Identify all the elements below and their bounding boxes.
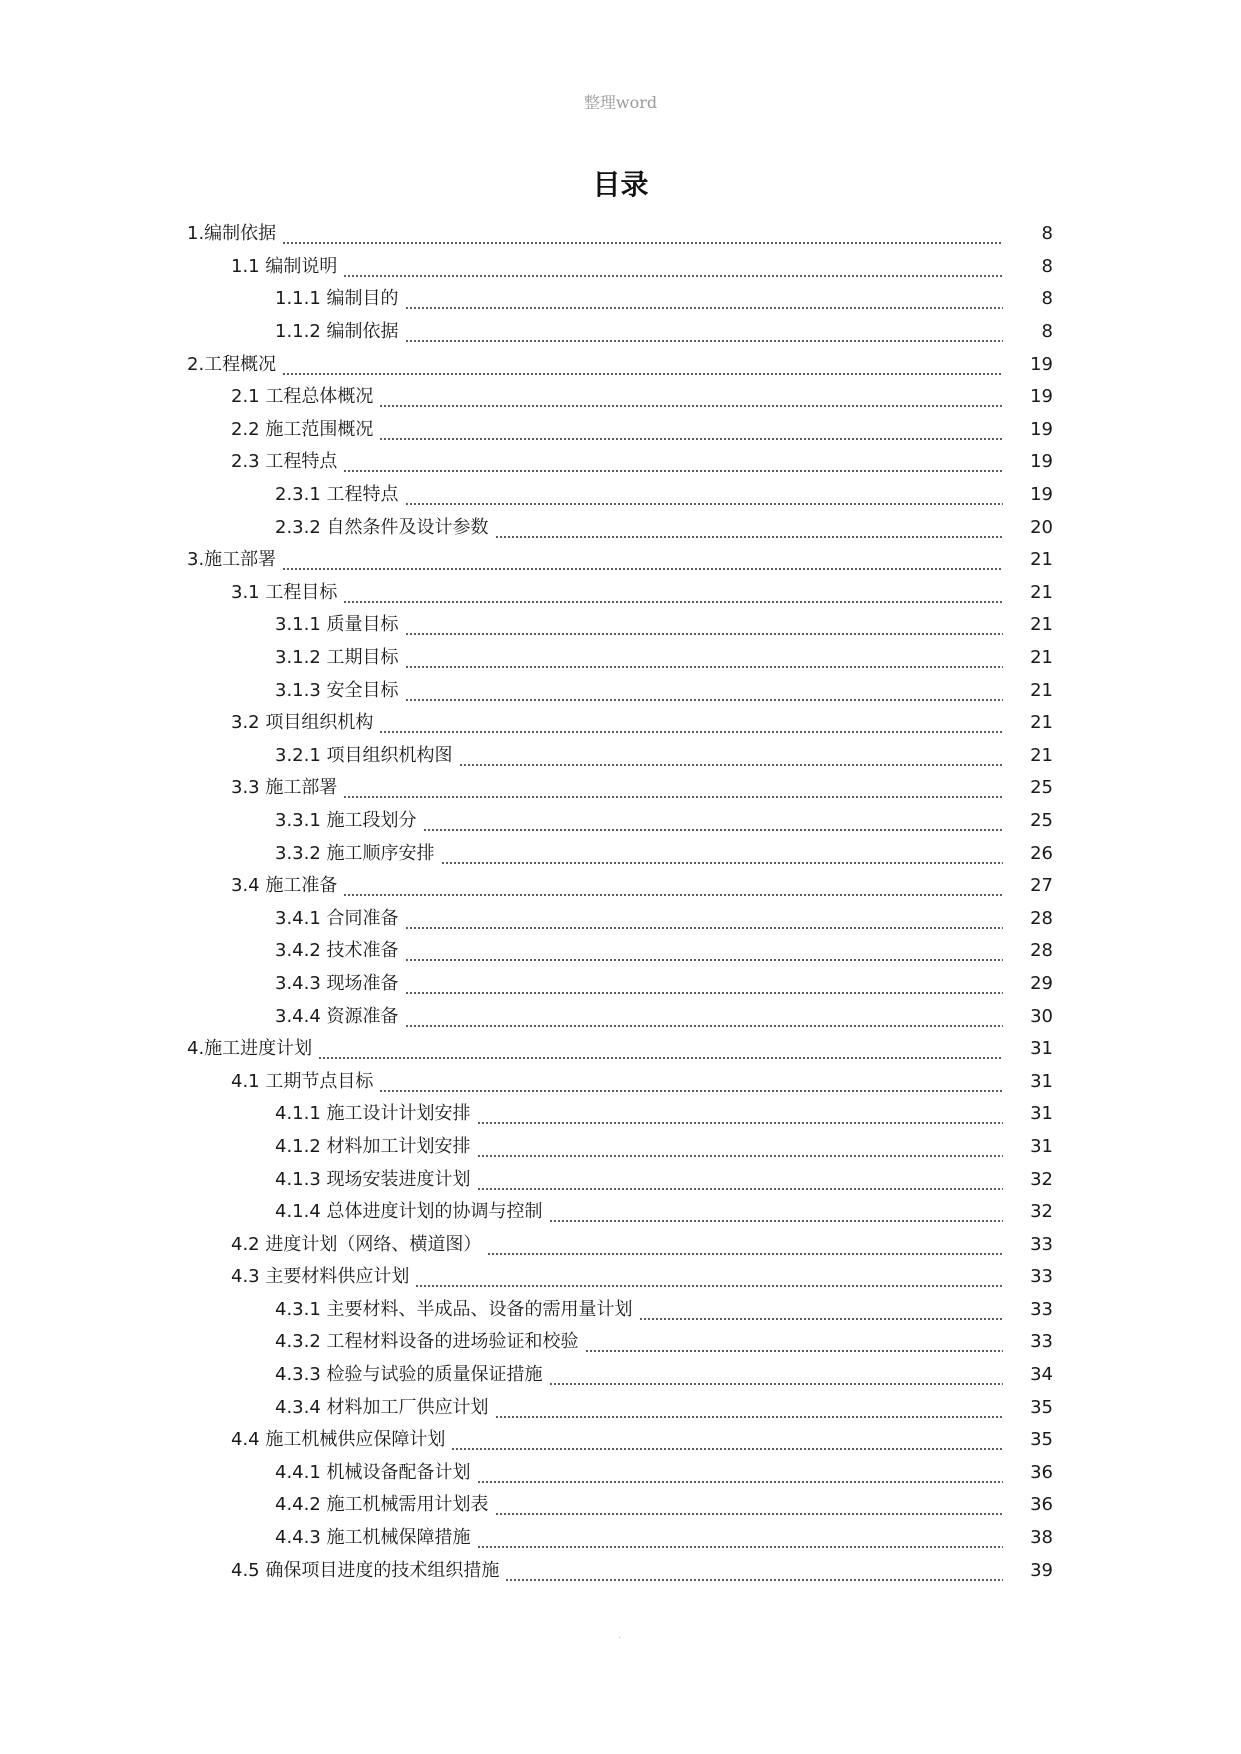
toc-dot-leader (495, 1494, 1003, 1516)
toc-entry-label[interactable]: 3.2 项目组织机构 (231, 712, 374, 734)
toc-dot-leader (477, 1103, 1003, 1125)
toc-entry-label[interactable]: 3.1.3 安全目标 (275, 679, 399, 701)
toc-page-number[interactable]: 31 (1030, 1103, 1053, 1125)
toc-entry-label[interactable]: 2.2 施工范围概况 (231, 418, 374, 440)
toc-dot-leader (487, 1234, 1003, 1256)
toc-entry[interactable] (0, 414, 1241, 447)
toc-dot-leader (282, 354, 1003, 376)
toc-dot-leader (459, 745, 1003, 767)
toc-page-number[interactable]: 19 (1030, 484, 1053, 506)
toc-entry[interactable] (0, 772, 1241, 805)
toc-page-number[interactable]: 29 (1030, 972, 1053, 994)
toc-entry[interactable] (0, 1261, 1241, 1294)
toc-page-number[interactable]: 8 (1041, 255, 1053, 277)
toc-dot-leader (318, 1038, 1003, 1060)
toc-entry[interactable] (0, 837, 1241, 870)
toc-dot-leader (405, 680, 1003, 702)
toc-entry[interactable] (0, 381, 1241, 414)
toc-entry-label[interactable]: 4.3.2 工程材料设备的进场验证和校验 (275, 1331, 579, 1353)
toc-entry[interactable] (0, 1000, 1241, 1033)
toc-page-number[interactable]: 8 (1041, 288, 1053, 310)
toc-dot-leader (405, 614, 1003, 636)
toc-entry[interactable] (0, 348, 1241, 381)
toc-page-number[interactable]: 32 (1030, 1168, 1053, 1190)
toc-entry-label[interactable]: 4.1.3 现场安装进度计划 (275, 1168, 471, 1190)
toc-entry-label[interactable]: 3.1 工程目标 (231, 581, 338, 603)
toc-entry[interactable] (0, 740, 1241, 773)
toc-page-number[interactable]: 33 (1030, 1266, 1053, 1288)
toc-entry[interactable] (0, 251, 1241, 284)
toc-entry[interactable] (0, 218, 1241, 251)
toc-dot-leader (343, 875, 1003, 897)
toc-entry-label[interactable]: 4.1.1 施工设计计划安排 (275, 1103, 471, 1125)
toc-page-number[interactable]: 33 (1030, 1298, 1053, 1320)
toc-entry[interactable] (0, 1554, 1241, 1587)
toc-dot-leader (343, 777, 1003, 799)
toc-page-number[interactable]: 21 (1030, 712, 1053, 734)
toc-entry-label[interactable]: 1.1.2 编制依据 (275, 321, 399, 343)
toc-entry[interactable] (0, 935, 1241, 968)
toc-page-number[interactable]: 32 (1030, 1201, 1053, 1223)
toc-dot-leader (282, 223, 1003, 245)
toc-page-number[interactable]: 25 (1030, 777, 1053, 799)
toc-dot-leader (477, 1169, 1003, 1191)
toc-dot-leader (405, 1006, 1003, 1028)
toc-dot-leader (415, 1266, 1003, 1288)
toc-page-number[interactable]: 28 (1030, 940, 1053, 962)
toc-entry-label[interactable]: 1.编制依据 (187, 223, 277, 245)
toc-page-number[interactable]: 21 (1030, 581, 1053, 603)
toc-entry[interactable] (0, 1098, 1241, 1131)
toc-page-number[interactable]: 21 (1030, 679, 1053, 701)
toc-entry[interactable] (0, 968, 1241, 1001)
toc-page-number[interactable]: 8 (1041, 321, 1053, 343)
toc-entry-label[interactable]: 4.3.3 检验与试验的质量保证措施 (275, 1364, 543, 1386)
toc-entry[interactable] (0, 446, 1241, 479)
toc-entry[interactable] (0, 577, 1241, 610)
toc-entry-label[interactable]: 4.施工进度计划 (187, 1038, 313, 1060)
toc-entry[interactable] (0, 316, 1241, 349)
toc-entry[interactable] (0, 805, 1241, 838)
toc-dot-leader (379, 1071, 1003, 1093)
toc-dot-leader (549, 1364, 1003, 1386)
toc-page-number[interactable]: 33 (1030, 1233, 1053, 1255)
toc-entry-label[interactable]: 3.3.2 施工顺序安排 (275, 842, 435, 864)
toc-entry-label[interactable]: 3.3 施工部署 (231, 777, 338, 799)
toc-dot-leader (477, 1527, 1003, 1549)
toc-entry[interactable] (0, 1163, 1241, 1196)
toc-entry[interactable] (0, 1033, 1241, 1066)
toc-entry-label[interactable]: 4.4 施工机械供应保障计划 (231, 1429, 446, 1451)
toc-entry-label[interactable]: 3.4.1 合同准备 (275, 907, 399, 929)
toc-page-number[interactable]: 25 (1030, 809, 1053, 831)
toc-entry-label[interactable]: 4.4.3 施工机械保障措施 (275, 1527, 471, 1549)
toc-entry[interactable] (0, 1457, 1241, 1490)
toc-page-number[interactable]: 31 (1030, 1038, 1053, 1060)
toc-dot-leader (343, 256, 1003, 278)
toc-page-number[interactable]: 19 (1030, 353, 1053, 375)
toc-entry[interactable] (0, 870, 1241, 903)
toc-dot-leader (282, 549, 1003, 571)
toc-entry-label[interactable]: 4.1.4 总体进度计划的协调与控制 (275, 1201, 543, 1223)
toc-page-number[interactable]: 31 (1030, 1070, 1053, 1092)
toc-entry-label[interactable]: 3.2.1 项目组织机构图 (275, 744, 453, 766)
toc-entry-label[interactable]: 4.1.2 材料加工计划安排 (275, 1135, 471, 1157)
toc-entry-label[interactable]: 1.1.1 编制目的 (275, 288, 399, 310)
toc-entry[interactable] (0, 511, 1241, 544)
toc-page-number[interactable]: 27 (1030, 875, 1053, 897)
toc-entry[interactable] (0, 707, 1241, 740)
toc-entry[interactable] (0, 1065, 1241, 1098)
toc-entry[interactable] (0, 642, 1241, 675)
toc-page-number[interactable]: 19 (1030, 418, 1053, 440)
page-header: 整理word (583, 93, 658, 112)
toc-page-number[interactable]: 38 (1030, 1527, 1053, 1549)
toc-entry[interactable] (0, 1196, 1241, 1229)
toc-entry[interactable] (0, 1359, 1241, 1392)
toc-page-number[interactable]: 35 (1030, 1396, 1053, 1418)
toc-dot-leader (405, 940, 1003, 962)
toc-page-number[interactable]: 39 (1030, 1559, 1053, 1581)
toc-dot-leader (451, 1429, 1003, 1451)
toc-entry-label[interactable]: 4.3.4 材料加工厂供应计划 (275, 1396, 489, 1418)
toc-dot-leader (405, 484, 1003, 506)
toc-dot-leader (549, 1201, 1003, 1223)
toc-entry[interactable] (0, 544, 1241, 577)
toc-entry[interactable] (0, 902, 1241, 935)
toc-dot-leader (343, 582, 1003, 604)
toc-page-number[interactable]: 21 (1030, 614, 1053, 636)
toc-entry-label[interactable]: 3.4.2 技术准备 (275, 940, 399, 962)
toc-entry-label[interactable]: 4.4.1 机械设备配备计划 (275, 1461, 471, 1483)
page-title: 目录 (592, 168, 649, 201)
toc-dot-leader (495, 1397, 1003, 1419)
toc-entry[interactable] (0, 1489, 1241, 1522)
toc-entry-label[interactable]: 2.3.1 工程特点 (275, 484, 399, 506)
toc-entry-label[interactable]: 2.3.2 自然条件及设计参数 (275, 516, 489, 538)
toc-dot-leader (495, 517, 1003, 539)
toc-entry-label[interactable]: 4.1 工期节点目标 (231, 1070, 374, 1092)
footer-mark: . (618, 1630, 622, 1641)
toc-entry-label[interactable]: 1.1 编制说明 (231, 255, 338, 277)
toc-page-number[interactable]: 21 (1030, 647, 1053, 669)
toc-entry[interactable] (0, 609, 1241, 642)
toc-dot-leader (477, 1136, 1003, 1158)
toc-entry[interactable] (0, 1522, 1241, 1555)
toc-page-number[interactable]: 31 (1030, 1135, 1053, 1157)
toc-page-number[interactable]: 19 (1030, 451, 1053, 473)
toc-entry-label[interactable]: 3.3.1 施工段划分 (275, 809, 417, 831)
toc-dot-leader (405, 908, 1003, 930)
toc-entry[interactable] (0, 283, 1241, 316)
toc-page-number[interactable]: 8 (1041, 223, 1053, 245)
toc-entry[interactable] (0, 1424, 1241, 1457)
toc-page-number[interactable]: 36 (1030, 1461, 1053, 1483)
toc-entry-label[interactable]: 3.4.3 现场准备 (275, 972, 399, 994)
toc-dot-leader (505, 1560, 1003, 1582)
toc-entry-label[interactable]: 4.3 主要材料供应计划 (231, 1266, 410, 1288)
toc-entry[interactable] (0, 1391, 1241, 1424)
toc-entry-label[interactable]: 2.工程概况 (187, 353, 277, 375)
toc-entry-label[interactable]: 3.4 施工准备 (231, 875, 338, 897)
toc-page-number[interactable]: 19 (1030, 386, 1053, 408)
toc-dot-leader (405, 973, 1003, 995)
toc-dot-leader (405, 288, 1003, 310)
toc-entry-label[interactable]: 3.施工部署 (187, 549, 277, 571)
table-of-contents (0, 218, 1241, 1587)
toc-entry-label[interactable]: 3.1.1 质量目标 (275, 614, 399, 636)
toc-entry-label[interactable]: 4.4.2 施工机械需用计划表 (275, 1494, 489, 1516)
toc-page-number[interactable]: 21 (1030, 744, 1053, 766)
toc-entry[interactable] (0, 479, 1241, 512)
toc-entry[interactable] (0, 1131, 1241, 1164)
toc-entry[interactable] (0, 674, 1241, 707)
toc-entry-label[interactable]: 4.5 确保项目进度的技术组织措施 (231, 1559, 500, 1581)
toc-dot-leader (423, 810, 1003, 832)
toc-page-number[interactable]: 20 (1030, 516, 1053, 538)
toc-entry[interactable] (0, 1228, 1241, 1261)
toc-entry-label[interactable]: 4.3.1 主要材料、半成品、设备的需用量计划 (275, 1298, 633, 1320)
toc-dot-leader (639, 1299, 1003, 1321)
toc-page-number[interactable]: 33 (1030, 1331, 1053, 1353)
toc-page-number[interactable]: 21 (1030, 549, 1053, 571)
toc-page-number[interactable]: 30 (1030, 1005, 1053, 1027)
toc-dot-leader (379, 386, 1003, 408)
toc-entry-label[interactable]: 2.1 工程总体概况 (231, 386, 374, 408)
toc-dot-leader (343, 451, 1003, 473)
toc-dot-leader (379, 419, 1003, 441)
toc-dot-leader (405, 321, 1003, 343)
toc-page-number[interactable]: 28 (1030, 907, 1053, 929)
toc-page-number[interactable]: 35 (1030, 1429, 1053, 1451)
toc-dot-leader (477, 1462, 1003, 1484)
toc-entry-label[interactable]: 3.4.4 资源准备 (275, 1005, 399, 1027)
toc-entry[interactable] (0, 1294, 1241, 1327)
toc-dot-leader (585, 1331, 1003, 1353)
toc-entry-label[interactable]: 4.2 进度计划（网络、横道图） (231, 1233, 482, 1255)
toc-dot-leader (379, 712, 1003, 734)
toc-entry[interactable] (0, 1326, 1241, 1359)
toc-page-number[interactable]: 34 (1030, 1364, 1053, 1386)
toc-page-number[interactable]: 26 (1030, 842, 1053, 864)
toc-dot-leader (441, 843, 1003, 865)
toc-entry-label[interactable]: 2.3 工程特点 (231, 451, 338, 473)
toc-dot-leader (405, 647, 1003, 669)
toc-entry-label[interactable]: 3.1.2 工期目标 (275, 647, 399, 669)
toc-page-number[interactable]: 36 (1030, 1494, 1053, 1516)
